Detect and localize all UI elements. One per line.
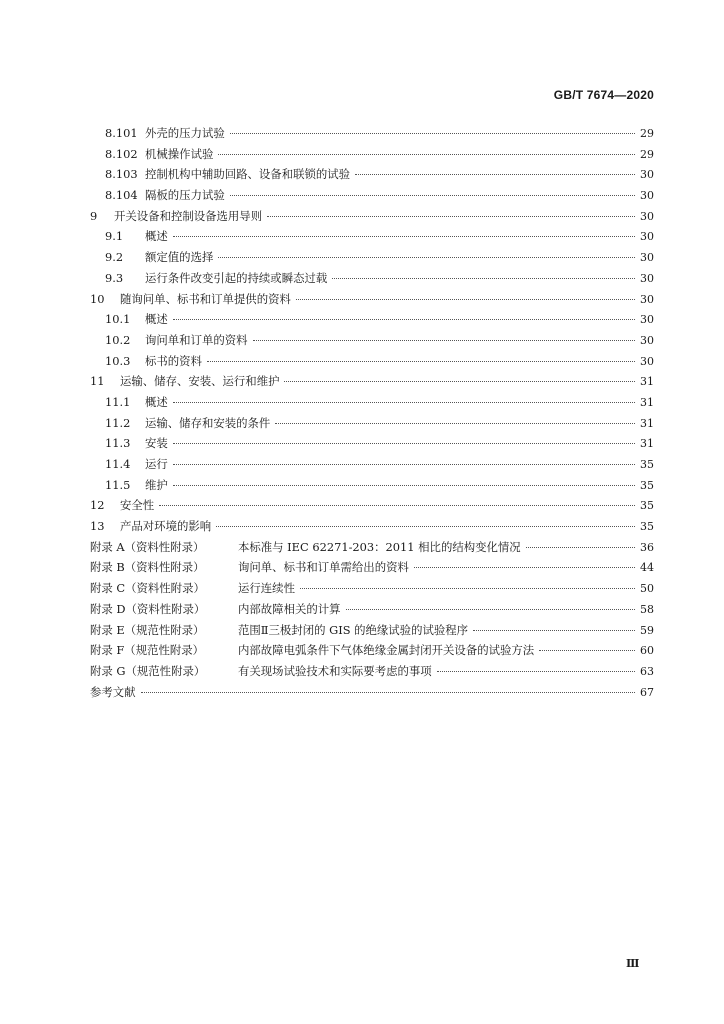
toc-page: 31 [640,416,654,430]
leader-dots [526,547,635,548]
toc-page: 60 [640,644,654,658]
toc-number: 9 [90,208,98,223]
leader-dots [173,236,635,237]
leader-dots [173,443,635,444]
toc-number: 10.3 [105,353,131,368]
toc-page: 29 [640,147,654,161]
toc-entry-12[interactable] [90,495,654,516]
toc-entry-appendix-c[interactable] [90,578,654,599]
leader-dots [207,361,635,362]
toc-page: 30 [640,292,654,306]
leader-dots [173,319,635,320]
toc-number: 8.102 [105,146,138,161]
toc-title: 随询问单、标书和订单提供的资料 [120,291,291,306]
leader-dots [267,216,635,217]
toc-number: 9.3 [105,270,124,285]
toc-title: 产品对环境的影响 [120,519,212,534]
toc-page: 67 [640,685,654,699]
toc-page: 31 [640,395,654,409]
toc-page: 30 [640,333,654,347]
toc-page: 30 [640,230,654,244]
toc-entry-11-2[interactable] [90,413,654,434]
toc-number: 11.5 [105,477,131,492]
toc-entry-11-5[interactable] [90,475,654,496]
leader-dots [173,464,635,465]
leader-dots [473,630,635,631]
toc-title: 范围Ⅱ三极封闭的 GIS 的绝缘试验的试验程序 [238,622,469,637]
toc-title: 运行连续性 [238,581,295,596]
toc-entry-9[interactable] [90,206,654,227]
toc-page: 58 [640,602,654,616]
toc-entry-appendix-f[interactable] [90,640,654,661]
toc-number: 8.103 [105,167,138,182]
toc-number: 8.101 [105,126,138,140]
leader-dots [216,526,635,527]
toc-number: 附录 D（资料性附录） [90,601,206,616]
toc-page: 30 [640,313,654,327]
toc-title: 外壳的压力试验 [145,126,225,140]
toc-number: 11.2 [105,415,131,430]
toc-title: 运行 [145,457,168,471]
toc-entry-11[interactable] [90,371,654,392]
toc-entry-13[interactable] [90,516,654,537]
toc-number: 附录 G（规范性附录） [90,663,206,678]
toc-title: 安装 [145,436,168,451]
toc-page: 50 [640,582,654,596]
toc-number: 附录 B（资料性附录） [90,560,205,575]
toc-page: 35 [640,458,654,471]
toc-page: 30 [640,251,654,265]
toc-page: 30 [640,209,654,223]
toc-page: 35 [640,499,654,513]
leader-dots [275,423,635,424]
toc-page: 30 [640,189,654,203]
toc-number: 8.104 [105,188,138,203]
toc-entry-appendix-g[interactable] [90,661,654,682]
toc-title: 安全性 [120,498,155,513]
toc-page: 29 [640,127,654,140]
toc-page: 35 [640,520,654,534]
toc-number: 10 [90,291,105,306]
toc-entry-10-2[interactable] [90,330,654,351]
toc-number: 11.3 [105,436,131,451]
toc-title: 运输、储存和安装的条件 [145,415,271,430]
toc-page: 30 [640,354,654,368]
toc-page: 36 [640,540,654,554]
toc-title: 本标准与 IEC 62271-203：2011 相比的结构变化情况 [238,539,521,554]
leader-dots [437,671,635,672]
toc-number: 附录 F（规范性附录） [90,643,205,658]
leader-dots [296,299,635,300]
leader-dots [414,567,635,568]
toc-title: 运输、储存、安装、运行和维护 [120,374,280,389]
toc-number: 11 [90,374,105,389]
toc-entry-appendix-b[interactable] [90,557,654,578]
leader-dots [332,278,635,279]
toc-title: 概述 [145,229,168,244]
toc-number: 11.4 [105,457,131,471]
standard-code: GB/T 7674—2020 [553,88,654,102]
leader-dots [230,195,635,196]
toc-title: 运行条件改变引起的持续或瞬态过载 [145,270,328,285]
toc-title: 额定值的选择 [145,250,214,265]
leader-dots [346,609,635,610]
toc-entry-10-3[interactable] [90,351,654,372]
toc-page: 30 [640,168,654,182]
table-of-contents [90,123,654,702]
toc-page: 30 [640,271,654,285]
toc-title: 概述 [145,394,168,409]
toc-number: 附录 A（资料性附录） [90,539,205,554]
toc-title: 维护 [145,477,168,492]
toc-title: 标书的资料 [145,353,202,368]
leader-dots [141,692,635,693]
toc-title: 询问单和订单的资料 [145,332,248,347]
toc-number: 9.2 [105,250,124,265]
toc-page: 31 [640,375,654,389]
toc-entry-11-3[interactable] [90,433,654,454]
leader-dots [253,340,635,341]
toc-entry-8-103[interactable] [90,164,654,185]
toc-number: 10.2 [105,332,131,347]
toc-title: 内部故障电弧条件下气体绝缘金属封闭开关设备的试验方法 [238,643,535,658]
toc-entry-references[interactable] [90,682,654,703]
leader-dots [300,588,635,589]
toc-entry-appendix-a[interactable] [90,537,654,558]
toc-entry-appendix-e[interactable] [90,620,654,641]
toc-entry-8-102[interactable] [90,144,654,165]
toc-number: 12 [90,498,105,513]
toc-number: 10.1 [105,312,131,327]
toc-number: 附录 C（资料性附录） [90,581,205,596]
toc-title: 内部故障相关的计算 [238,601,341,616]
toc-entry-9-3[interactable] [90,268,654,289]
toc-number: 11.1 [105,394,131,409]
page-folio: Ⅲ [626,957,640,970]
toc-title: 参考文献 [90,684,136,699]
toc-entry-8-101[interactable] [90,123,654,144]
toc-entry-10[interactable] [90,289,654,310]
toc-page: 44 [640,561,654,575]
toc-entry-10-1[interactable] [90,309,654,330]
toc-entry-11-4[interactable] [90,454,654,475]
toc-title: 询问单、标书和订单需给出的资料 [238,560,409,575]
toc-number: 13 [90,519,105,534]
toc-page: 59 [640,623,654,637]
leader-dots [230,133,635,134]
toc-entry-9-2[interactable] [90,247,654,268]
leader-dots [355,174,635,175]
toc-title: 隔板的压力试验 [145,188,225,203]
toc-entry-8-104[interactable] [90,185,654,206]
toc-entry-11-1[interactable] [90,392,654,413]
toc-page: 31 [640,437,654,451]
toc-title: 机械操作试验 [145,146,214,161]
leader-dots [539,650,635,651]
toc-page: 63 [640,664,654,678]
toc-title: 概述 [145,312,168,327]
leader-dots [284,381,635,382]
leader-dots [159,505,635,506]
toc-title: 控制机构中辅助回路、设备和联锁的试验 [145,167,351,182]
toc-number: 9.1 [105,229,124,244]
toc-title: 开关设备和控制设备选用导则 [114,208,263,223]
leader-dots [173,402,635,403]
leader-dots [218,154,635,155]
toc-number: 附录 E（规范性附录） [90,622,205,637]
toc-entry-appendix-d[interactable] [90,599,654,620]
leader-dots [218,257,635,258]
toc-page: 35 [640,478,654,492]
toc-title: 有关现场试验技术和实际要考虑的事项 [238,663,432,678]
toc-entry-9-1[interactable] [90,226,654,247]
leader-dots [173,485,635,486]
